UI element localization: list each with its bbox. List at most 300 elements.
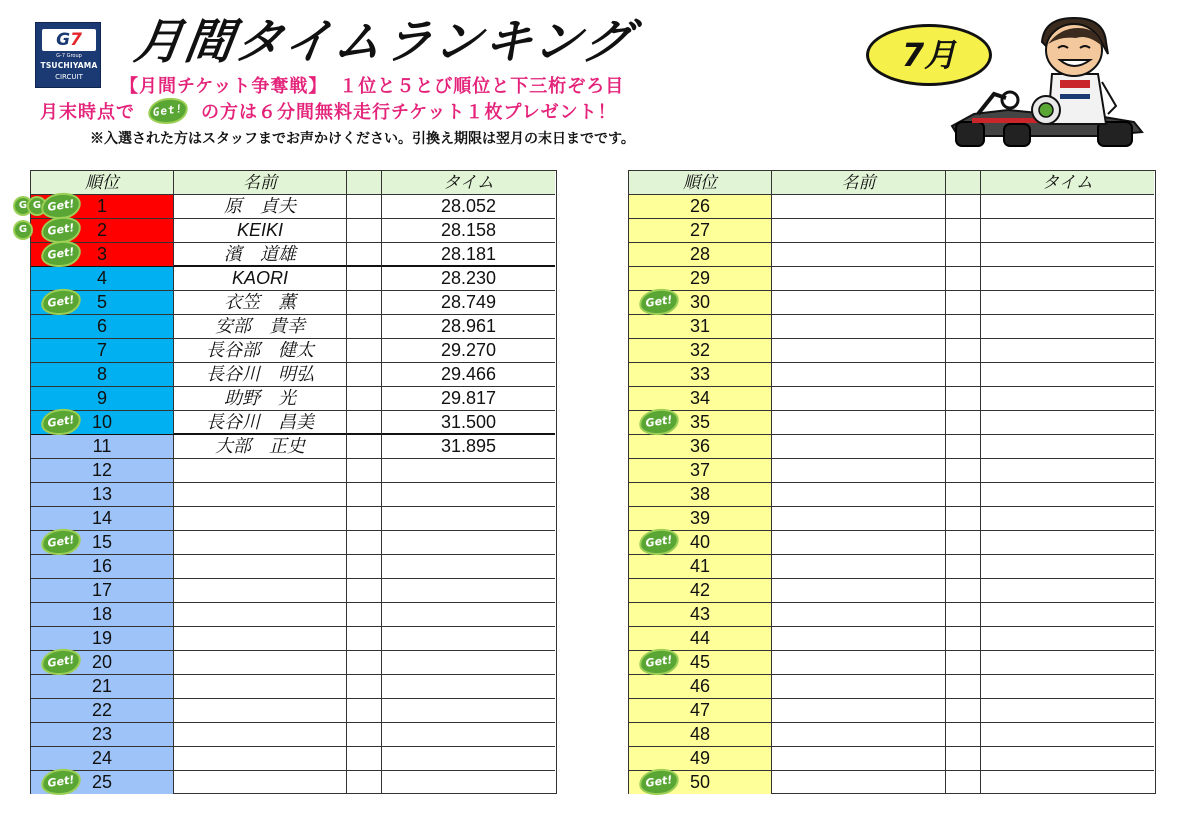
name-cell [772,627,946,650]
ranking-row [31,579,555,603]
time-cell [382,603,555,626]
get-badge-icon [31,291,91,314]
name-cell: 助野 光 [174,387,347,410]
ranking-row [31,483,555,507]
mascot-illustration [948,14,1148,150]
spacer-cell [946,747,981,770]
spacer-cell [946,411,981,434]
spacer-cell [946,291,981,314]
name-cell [772,675,946,698]
name-cell [772,339,946,362]
spacer-cell [347,507,382,530]
rank-cell: 3 [31,243,174,266]
name-cell [174,651,347,674]
logo-mark: G7 [42,29,96,51]
name-cell: 長谷川 明弘 [174,363,347,386]
ranking-row [629,339,1154,363]
spacer-cell [347,627,382,650]
rank-cell: 22 [31,699,174,722]
rank-cell: 50 [629,771,772,794]
rank-cell: 48 [629,723,772,746]
time-cell [981,555,1154,578]
time-cell [382,459,555,482]
time-cell [382,531,555,554]
time-cell [981,339,1154,362]
ranking-row [629,651,1154,675]
spacer-cell [347,555,382,578]
get-badge-icon [629,411,689,434]
get-badge-label: Get! [149,98,188,125]
get-badge-label: Get! [42,217,81,244]
spacer-cell [946,723,981,746]
spacer-cell [347,363,382,386]
name-cell [174,771,347,794]
name-cell [174,459,347,482]
time-cell [382,747,555,770]
time-cell [382,699,555,722]
time-cell [382,723,555,746]
name-cell: 衣笠 薫 [174,291,347,314]
rank-cell: 9 [31,387,174,410]
ranking-row [18,195,555,219]
time-cell [981,195,1154,218]
rank-cell: 35 [629,411,772,434]
name-cell: 大部 正史 [174,435,347,458]
logo-name-line1: TSUCHIYAMA [40,61,98,70]
name-cell [174,483,347,506]
rank-cell: 5 [31,291,174,314]
rank-cell: 34 [629,387,772,410]
time-cell [981,699,1154,722]
ranking-table-right [628,170,1156,794]
rank-cell: 49 [629,747,772,770]
spacer-cell [946,459,981,482]
time-cell [382,651,555,674]
spacer-cell [347,195,382,218]
rank-cell: 45 [629,651,772,674]
time-cell [981,675,1154,698]
spacer-cell [946,771,981,794]
get-badge-icon [18,219,91,242]
rank-cell: 42 [629,579,772,602]
rank-cell: 2 [31,219,174,242]
get-badge-label: Get! [640,289,679,316]
spacer-cell [347,723,382,746]
spacer-column-header [347,171,382,194]
spacer-cell [347,219,382,242]
name-cell [772,219,946,242]
rank-cell: 41 [629,555,772,578]
ranking-table-left [18,170,557,794]
time-cell: 31.500 [440,412,497,432]
rank-cell: 7 [31,339,174,362]
time-cell [382,555,555,578]
spacer-cell [347,771,382,794]
logo-name-line2: CIRCUIT [55,73,83,81]
spacer-cell [347,747,382,770]
spacer-cell [946,507,981,530]
get-badge-label: Get! [42,289,81,316]
name-cell [772,723,946,746]
spacer-cell [347,243,382,266]
ranking-row [31,243,555,267]
time-cell [981,771,1154,794]
time-cell [382,579,555,602]
spacer-cell [946,675,981,698]
spacer-cell [347,339,382,362]
ranking-row [629,555,1154,579]
name-cell [772,531,946,554]
month-badge: 7月 [866,24,992,86]
spacer-cell [347,411,382,434]
ranking-row [629,243,1154,267]
name-cell [174,675,347,698]
name-column-header: 名前 [174,171,347,194]
name-cell [174,603,347,626]
time-cell [382,675,555,698]
get-badge-label: Get! [42,409,81,436]
rank-cell: 12 [31,459,174,482]
name-cell [772,507,946,530]
time-cell [382,627,555,650]
get-badge-label: Get! [640,409,679,436]
g-badge-icon: G [29,198,45,214]
name-cell [772,363,946,386]
rank-cell: 27 [629,219,772,242]
name-cell [174,555,347,578]
ranking-row [629,291,1154,315]
rank-cell: 15 [31,531,174,554]
rank-cell: 20 [31,651,174,674]
rank-cell: 17 [31,579,174,602]
spacer-cell [347,579,382,602]
time-column-header: タイム [382,171,555,194]
get-badge-icon [629,531,689,554]
rank-cell: 1 [31,195,174,218]
spacer-cell [347,435,382,458]
ranking-row [31,339,555,363]
rank-cell: 26 [629,195,772,218]
get-badge-icon [31,411,91,434]
logo-group-text: G-7 Group [56,53,82,59]
time-cell: 28.749 [440,292,497,312]
rank-cell: 6 [31,315,174,338]
rank-cell: 24 [31,747,174,770]
time-cell: 29.817 [440,388,497,408]
ranking-row [31,315,555,339]
rank-cell: 18 [31,603,174,626]
name-cell [772,651,946,674]
time-cell [981,627,1154,650]
ranking-row [31,723,555,747]
get-badge-label: Get! [42,649,81,676]
rank-cell: 40 [629,531,772,554]
spacer-cell [946,483,981,506]
rank-cell: 25 [31,771,174,794]
spacer-cell [946,603,981,626]
name-cell [174,747,347,770]
spacer-cell [347,267,382,290]
spacer-cell [946,699,981,722]
ranking-row [629,603,1154,627]
rank-cell: 21 [31,675,174,698]
ranking-row [31,435,555,459]
prize-line-before: 月末時点で [40,101,135,123]
time-cell [981,243,1154,266]
time-cell [981,267,1154,290]
time-cell [981,315,1154,338]
name-column-header: 名前 [772,171,946,194]
name-cell [772,315,946,338]
ranking-row [31,747,555,771]
time-cell [981,219,1154,242]
name-cell [772,267,946,290]
name-cell [772,771,946,794]
time-cell [981,411,1154,434]
notice-line: ※入選された方はスタッフまでお声かけください。引換え期限は翌月の末日までです。 [90,131,635,147]
time-cell [382,483,555,506]
rank-cell: 36 [629,435,772,458]
spacer-cell [946,387,981,410]
rank-cell: 33 [629,363,772,386]
ranking-row [629,387,1154,411]
ranking-row [629,195,1154,219]
name-cell [772,603,946,626]
ranking-row [629,627,1154,651]
ranking-row [629,771,1154,795]
time-cell: 31.895 [440,436,497,456]
name-cell: 長谷部 健太 [174,339,347,362]
ranking-row [629,723,1154,747]
rank-cell: 46 [629,675,772,698]
time-cell: 28.961 [440,316,497,336]
spacer-cell [946,267,981,290]
get-badge-label: Get! [42,241,81,268]
driver-figure-image [1032,74,1116,124]
prize-line-after: の方は６分間無料走行チケット１枚プレゼント！ [201,101,617,123]
time-cell [981,387,1154,410]
name-cell [772,387,946,410]
ranking-row [629,315,1154,339]
time-cell: 29.270 [440,340,497,360]
spacer-cell [946,555,981,578]
spacer-cell [946,339,981,362]
ranking-row [18,219,555,243]
time-cell [981,507,1154,530]
ranking-row [629,747,1154,771]
rank-cell: 19 [31,627,174,650]
rank-cell: 29 [629,267,772,290]
time-cell [382,771,555,794]
driver-face-image [1042,18,1108,76]
spacer-cell [347,675,382,698]
rank-cell: 30 [629,291,772,314]
prize-line [40,100,870,125]
time-column-header: タイム [981,171,1154,194]
spacer-cell [946,363,981,386]
ranking-row [31,363,555,387]
name-cell [772,579,946,602]
spacer-cell [347,459,382,482]
ranking-row [629,411,1154,435]
spacer-cell [347,387,382,410]
rank-cell: 39 [629,507,772,530]
ranking-row [629,219,1154,243]
rank-cell: 23 [31,723,174,746]
ranking-row [31,267,555,291]
time-cell [981,531,1154,554]
rank-cell: 4 [31,267,174,290]
rank-cell: 47 [629,699,772,722]
name-cell: KAORI [174,267,347,290]
rank-cell: 28 [629,243,772,266]
ranking-row [31,531,555,555]
time-cell: 29.466 [440,364,497,384]
tsuchiyama-circuit-logo [35,22,101,88]
ranking-row [629,435,1154,459]
spacer-cell [347,699,382,722]
ranking-row [629,531,1154,555]
name-cell: 原 貞夫 [174,195,347,218]
table-header-row-left [31,171,555,195]
time-cell [981,723,1154,746]
ranking-row [629,579,1154,603]
time-cell [981,651,1154,674]
time-cell: 28.052 [440,196,497,216]
get-badge-icon [18,195,91,218]
time-cell [981,747,1154,770]
rank-cell: 32 [629,339,772,362]
rank-cell: 44 [629,627,772,650]
rank-column-header: 順位 [629,171,772,194]
spacer-cell [946,195,981,218]
get-badge-icon [31,531,91,554]
name-cell: 濱 道雄 [174,243,347,266]
time-cell: 28.230 [440,268,497,288]
time-cell [981,459,1154,482]
get-badge-icon [143,100,193,122]
name-cell [174,579,347,602]
time-cell: 28.158 [440,220,497,240]
ranking-row [31,459,555,483]
ranking-row [629,459,1154,483]
time-cell [981,483,1154,506]
ranking-row [629,699,1154,723]
get-badge-icon [629,291,689,314]
ranking-row [31,699,555,723]
page-title: 月間タイムランキング [131,14,637,70]
rank-cell: 10 [31,411,174,434]
table-header-row-right [629,171,1154,195]
spacer-cell [347,291,382,314]
name-cell: 安部 貴幸 [174,315,347,338]
rank-cell: 8 [31,363,174,386]
ranking-row [31,651,555,675]
spacer-cell [946,243,981,266]
rank-cell: 37 [629,459,772,482]
g-badge-icon: G [15,198,31,214]
time-cell [382,507,555,530]
get-badge-icon [31,771,91,794]
time-cell [981,363,1154,386]
ranking-row [31,627,555,651]
name-cell [772,291,946,314]
spacer-cell [946,651,981,674]
get-badge-icon [31,651,91,674]
spacer-column-header [946,171,981,194]
ranking-row [629,267,1154,291]
rank-cell: 14 [31,507,174,530]
name-cell [772,483,946,506]
ranking-row [31,507,555,531]
spacer-cell [347,651,382,674]
spacer-cell [347,603,382,626]
ranking-row [31,771,555,795]
rank-cell: 11 [31,435,174,458]
get-badge-icon [629,771,689,794]
get-badge-label: Get! [640,769,679,796]
name-cell [174,627,347,650]
name-cell [772,459,946,482]
rank-cell: 16 [31,555,174,578]
ranking-row [31,603,555,627]
name-cell: 長谷川 昌美 [174,411,347,434]
name-cell [772,747,946,770]
name-cell [772,699,946,722]
ranking-row [629,363,1154,387]
ranking-row [629,483,1154,507]
get-badge-icon [31,243,91,266]
get-badge-label: Get! [42,193,81,220]
get-badge-label: Get! [42,529,81,556]
g-badge-icon: G [15,222,31,238]
time-cell [981,435,1154,458]
spacer-cell [946,579,981,602]
name-cell: KEIKI [174,219,347,242]
spacer-cell [946,627,981,650]
name-cell [772,243,946,266]
name-cell [174,507,347,530]
time-cell [981,579,1154,602]
time-cell [981,291,1154,314]
campaign-line: 【月間チケット争奪戦】 １位と５とび順位と下三桁ぞろ目 [120,76,625,97]
ranking-row [31,555,555,579]
spacer-cell [347,531,382,554]
ranking-row [629,507,1154,531]
ranking-row [31,675,555,699]
rank-cell: 38 [629,483,772,506]
name-cell [174,531,347,554]
name-cell [772,555,946,578]
name-cell [174,723,347,746]
spacer-cell [946,315,981,338]
name-cell [772,435,946,458]
rank-cell: 13 [31,483,174,506]
name-cell [174,699,347,722]
spacer-cell [946,531,981,554]
get-badge-icon [629,651,689,674]
rank-cell: 43 [629,603,772,626]
time-cell: 28.181 [440,244,497,264]
ranking-row [31,387,555,411]
get-badge-label: Get! [640,649,679,676]
spacer-cell [347,483,382,506]
ranking-row [31,411,555,435]
get-badge-label: Get! [640,529,679,556]
rank-cell: 31 [629,315,772,338]
ranking-row [629,675,1154,699]
rank-column-header: 順位 [31,171,174,194]
